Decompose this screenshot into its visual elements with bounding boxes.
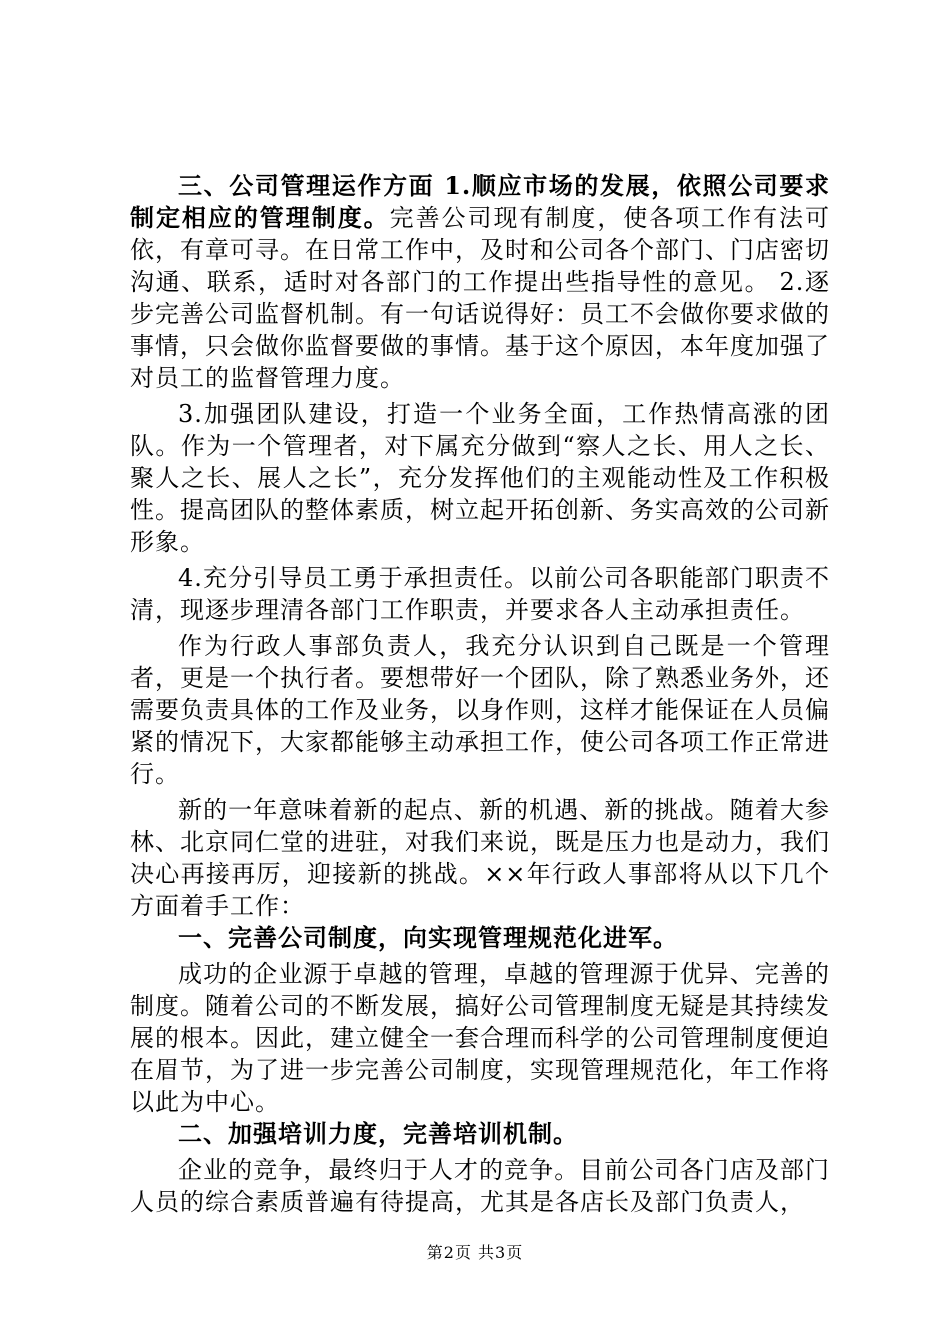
paragraph-5: 新的一年意味着新的起点、新的机遇、新的挑战。随着大参林、北京同仁堂的进驻，对我们来说，既是压力也是动力，我们决心再接再厉，迎接新的挑战。××年行政人事部将从以下几个方面着手工作： [130, 796, 830, 920]
paragraph-2: 3.加强团队建设，打造一个业务全面，工作热情高涨的团队。作为一个管理者，对下属充分做到“察人之长、用人之长、聚人之长、展人之长”，充分发挥他们的主观能动性及工作积极性。提高团队的整体素质，树立起开拓创新、务实高效的公司新形象。 [130, 400, 830, 556]
paragraph-3: 4.充分引导员工勇于承担责任。以前公司各职能部门职责不清，现逐步理清各部门工作职责，并要求各人主动承担责任。 [130, 564, 830, 624]
document-body [130, 170, 830, 1218]
section-heading-1: 一、完善公司制度，向实现管理规范化进军。 [178, 923, 678, 952]
page-number-label: 第2页 共3页 [426, 1243, 524, 1262]
paragraph-1 [130, 170, 830, 394]
paragraph-1-text: 完善公司现有制度，使各项工作有法可依，有章可寻。在日常工作中，及时和公司各个部门、门店密切沟通、联系，适时对各部门的工作提出些指导性的意见。 2.逐步完善公司监督机制。有一句话说得好：员工不会做你要求做的事情，只会做你监督要做的事情。基于这个原因，本年度加强了对员工的监督管理力度。 [130, 204, 831, 392]
page-footer [0, 1243, 950, 1263]
paragraph-7: 企业的竞争，最终归于人才的竞争。目前公司各门店及部门人员的综合素质普遍有待提高，尤其是各店长及部门负责人， [130, 1156, 830, 1216]
paragraph-4: 作为行政人事部负责人，我充分认识到自己既是一个管理者，更是一个执行者。要想带好一个团队，除了熟悉业务外，还需要负责具体的工作及业务，以身作则，这样才能保证在人员偏紧的情况下，大家都能够主动承担工作，使公司各项工作正常进行。 [130, 632, 830, 788]
paragraph-6: 成功的企业源于卓越的管理，卓越的管理源于优异、完善的制度。随着公司的不断发展，搞好公司管理制度无疑是其持续发展的根本。因此，建立健全一套合理而科学的公司管理制度便迫在眉节，为了进一步完善公司制度，实现管理规范化，年工作将以此为中心。 [130, 960, 830, 1116]
paragraph-1-lead: 三、公司管理运作方面 1.顺应市场的发展，依照公司要求制定相应的管理制度。 [130, 171, 830, 232]
section-heading-2: 二、加强培训力度，完善培训机制。 [178, 1119, 578, 1148]
